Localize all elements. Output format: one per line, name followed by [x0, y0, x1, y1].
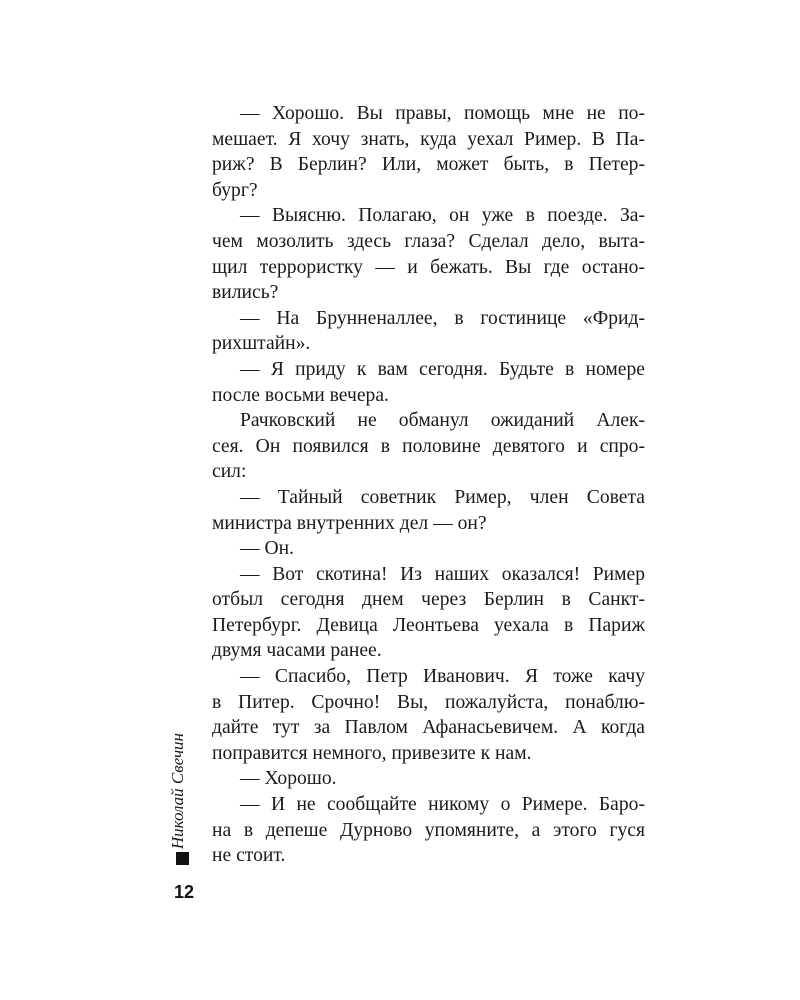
text-line: поправится немного, привезите к нам. [212, 742, 532, 764]
text-line: щил террористку — и бежать. Вы где остано- [212, 256, 645, 278]
text-line: — Он. [240, 538, 295, 560]
text-line: вились? [212, 282, 279, 304]
text-line: — На Брунненаллее, в гостинице «Фрид- [240, 307, 645, 329]
text-line: риж? В Берлин? Или, может быть, в Петер- [212, 154, 645, 176]
text-line: сил: [212, 461, 247, 483]
text-line: Рачковский не обманул ожиданий Алек- [240, 410, 645, 432]
running-head-author: Николай Свечин [168, 733, 187, 850]
text-line: Петербург. Девица Леонтьева уехала в Париж [212, 614, 645, 636]
body-text [212, 101, 645, 869]
text-line: — Тайный советник Ример, член Совета [240, 486, 645, 508]
text-line: — Хорошо. [240, 768, 337, 790]
text-line: мешает. Я хочу знать, куда уехал Ример. В Па- [212, 128, 645, 150]
text-line: — Вот скотина! Из наших оказался! Ример [240, 563, 645, 585]
text-line: чем мозолить здесь глаза? Сделал дело, выта- [212, 230, 645, 252]
page-number: 12 [174, 882, 195, 902]
text-line: рихштайн». [212, 333, 311, 355]
text-line: после восьми вечера. [212, 384, 389, 406]
text-line: — Хорошо. Вы правы, помощь мне не по- [240, 103, 645, 124]
text-line: в Питер. Срочно! Вы, пожалуйста, понаблю- [212, 691, 645, 713]
text-line: на в депеше Дурново упомяните, а этого гуся [212, 819, 645, 841]
text-line: — И не сообщайте никому о Римере. Баро- [240, 794, 645, 816]
text-line: — Выясню. Полагаю, он уже в поезде. За- [240, 205, 645, 227]
text-line: отбыл сегодня днем через Берлин в Санкт- [212, 589, 645, 611]
text-line: — Спасибо, Петр Иванович. Я тоже качу [240, 666, 645, 688]
text-line: не стоит. [212, 845, 286, 867]
text-line: бург? [212, 179, 258, 201]
text-line: дайте тут за Павлом Афанасьевичем. А когда [212, 717, 645, 739]
text-line: двумя часами ранее. [212, 640, 382, 662]
square-marker [176, 852, 189, 865]
text-line: — Я приду к вам сегодня. Будьте в номере [240, 358, 645, 380]
text-line: сея. Он появился в половине девятого и спро- [212, 435, 645, 457]
text-line: министра внутренних дел — он? [212, 512, 487, 534]
